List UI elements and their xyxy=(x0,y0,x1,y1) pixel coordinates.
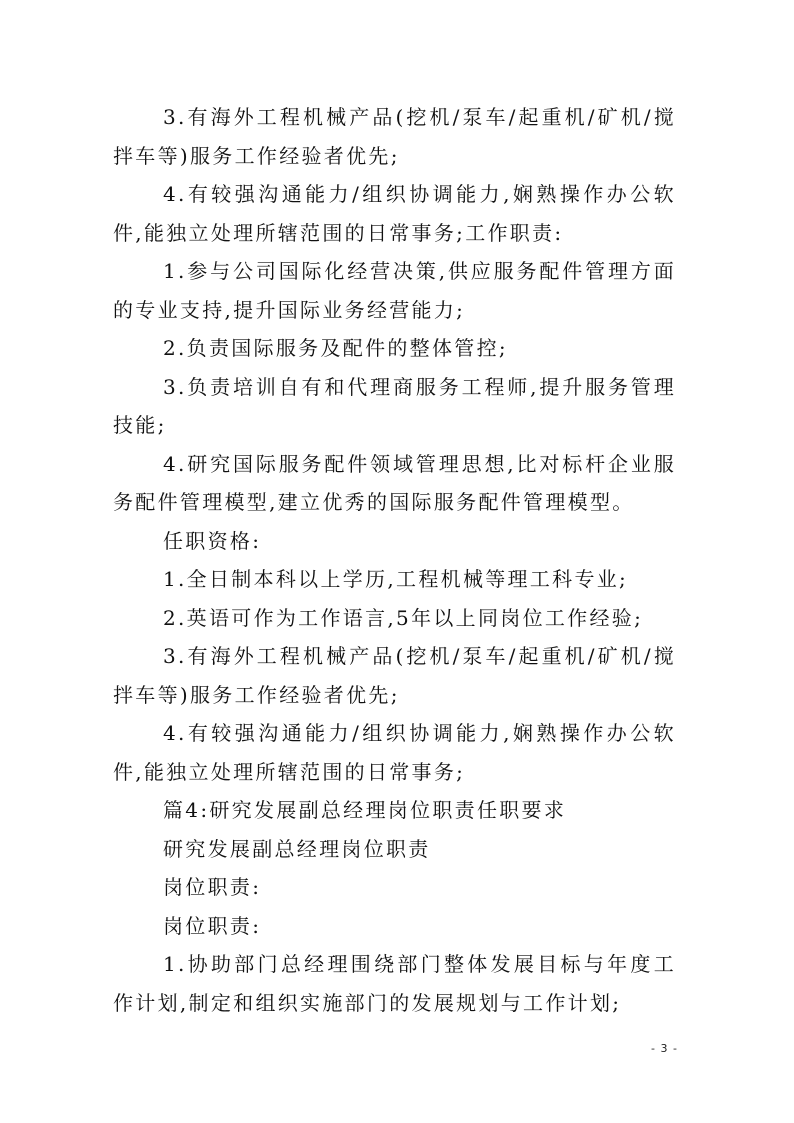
section-heading: 任职资格: xyxy=(163,528,262,553)
paragraph: 1.全日制本科以上学历,工程机械等理工科专业; xyxy=(163,567,629,591)
section-heading: 岗位职责: xyxy=(163,913,262,938)
chapter-heading: 篇4:研究发展副总经理岗位职责任职要求 xyxy=(163,798,567,822)
paragraph: 4.研究国际服务配件领域管理思想,比对标杆企业服务配件管理模型,建立优秀的国际服务配件管理模型。 xyxy=(113,451,676,514)
document-page xyxy=(113,98,676,1022)
paragraph: 3.负责培训自有和代理商服务工程师,提升服务管理技能; xyxy=(113,374,676,437)
page-number: - 3 - xyxy=(651,1042,678,1055)
paragraph: 1.协助部门总经理围绕部门整体发展目标与年度工作计划,制定和组织实施部门的发展规划与工作计划; xyxy=(113,952,676,1015)
paragraph: 3.有海外工程机械产品(挖机/泵车/起重机/矿机/搅拌车等)服务工作经验者优先; xyxy=(113,105,676,168)
paragraph: 2.负责国际服务及配件的整体管控; xyxy=(163,336,508,360)
paragraph: 4.有较强沟通能力/组织协调能力,娴熟操作办公软件,能独立处理所辖范围的日常事务;工作职责: xyxy=(113,182,676,245)
paragraph: 4.有较强沟通能力/组织协调能力,娴熟操作办公软件,能独立处理所辖范围的日常事务; xyxy=(113,721,676,784)
paragraph: 3.有海外工程机械产品(挖机/泵车/起重机/矿机/搅拌车等)服务工作经验者优先; xyxy=(113,644,676,707)
section-title: 研究发展副总经理岗位职责 xyxy=(163,836,431,861)
section-heading: 岗位职责: xyxy=(163,875,262,899)
paragraph: 1.参与公司国际化经营决策,供应服务配件管理方面的专业支持,提升国际业务经营能力; xyxy=(113,259,676,322)
paragraph: 2.英语可作为工作语言,5年以上同岗位工作经验; xyxy=(163,605,644,630)
